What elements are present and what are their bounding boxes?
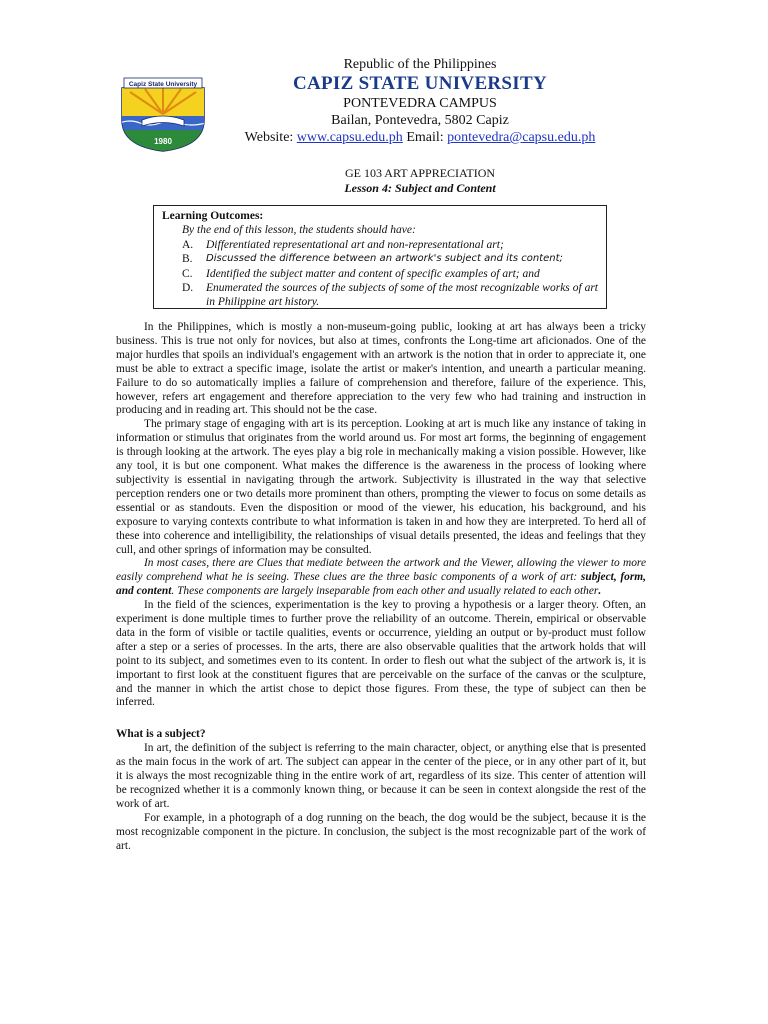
outcome-letter: B. [182,253,193,266]
logo-year: 1980 [154,137,172,146]
body-paragraph: For example, in a photograph of a dog running on the beach, the dog would be the subject, because it is the most recognizable component in the picture. In conclusion, the subject is the most recognizable part of the work of art. [116,811,646,852]
outcome-text: Discussed the difference between an artwork's subject and its content; [206,253,563,265]
website-link[interactable]: www.capsu.edu.ph [296,130,403,145]
course-heading [180,166,660,196]
outcome-text: Identified the subject matter and content of specific examples of art; and [206,267,540,280]
body-paragraph: In art, the definition of the subject is referring to the main character, object, or anything else that is presented as the main focus in the work of art. The subject can appear in the center of the piece, or in any other part of it, but it is always the most recognizable thing in the entire work of art, regardless of its size. This center of attention will be recognized whether it is a commonly known thing, or because it can be seen in context alongside the rest of the work of art. [116,742,646,810]
lesson-body [116,321,646,854]
outcome-text: Differentiated representational art and non-representational art; [206,238,504,251]
outcome-item [162,281,598,310]
lesson-title: Lesson 4: Subject and Content [344,181,496,195]
body-paragraph: In the field of the sciences, experimentation is the key to proving a hypothesis or a larger theory. Often, an experiment is done multiple times to further prove the reliability of an outcome. Therein, empirical or observable data in the form of visible or tactile qualities, events or occurrence, yielding an output or by-product must follow after a step or a series of processes. In the arts, there are also observable qualities that the artwork holds that will point to its subject, and sometimes even to its content. In order to flesh out what the subject of the artwork is, it is important to first look at the constituent figures that are perceivable on the surface of the canvas or the sculpture, and the manner in which the artist chose to depict those figures. From these, the type of subject can then be inferred. [116,599,646,709]
outcomes-intro: By the end of this lesson, the students should have: [182,224,416,237]
logo-name: Capiz State University [128,81,198,88]
university-name: CAPIZ STATE UNIVERSITY [292,73,547,94]
outcome-letter: C. [182,267,193,280]
outcome-letter: D. [182,282,194,295]
learning-outcomes-box [153,205,607,309]
clues-text-end: . These components are largely inseparable from each other and usually related to each other [171,585,599,598]
course-code: GE 103 ART APPRECIATION [344,166,496,180]
outcome-letter: A. [182,238,194,251]
body-paragraph-clues [116,557,646,599]
section-title: What is a subject? [116,728,206,741]
email-label: Email: [406,130,444,145]
email-link[interactable]: pontevedra@capsu.edu.ph [447,130,596,145]
republic-line: Republic of the Philippines [343,57,497,72]
outcome-item [162,267,598,281]
letterhead [180,56,660,146]
outcome-text: Enumerated the sources of the subjects of some of the most recognizable works of art in Philippine art history. [206,282,598,309]
outcome-item [162,252,598,266]
body-paragraph: In the Philippines, which is mostly a non-museum-going public, looking at art has always been a tricky business. This is true not only for novices, but also at times, confronts the Long-time art aficionados. One of the major hurdles that spoils an individual's engagement with an artwork is the notion that in order to appreciate it, one must be able to extract a specific image, isolate the artist or maker's intention, and unearth a particular meaning. Failure to do so automatically implies a failure of comprehension and therefore, failure of the experience. This, however, refers art engagement and therefore appreciation to the very few who had training and instruction in producing and in reading art. This should not be the case. [116,321,646,417]
campus-name: PONTEVEDRA CAMPUS [343,96,497,111]
contact-line [180,129,660,146]
clues-period: . [598,585,602,598]
campus-address: Bailan, Pontevedra, 5802 Capiz [331,113,509,128]
outcomes-title: Learning Outcomes: [162,210,264,222]
body-paragraph: The primary stage of engaging with art is its perception. Looking at art is much like any instance of taking in information or stimulus that originates from the world around us. For most art forms, the beginning of engagement is through looking at the artwork. The eyes play a big role in mechanically making a vision possible. However, like any tool, it is but one component. What makes the difference is the awareness in the process of looking where subjectivity is essential in navigating through the artwork. Subjectivity is illustrated in the way that selective perception renders one or two details more prominent than others, prompting the viewer to focus on some details as essential or as standouts. Even the disposition or mood of the viewer, his education, his background, and his exposure to varying contexts contribute to what information is taken in and how they are interpreted. To herd all of these into coherence and intelligibility, the relationships of visual details presented, the ideas and feelings that they cull, and other springs of information may be consulted. [116,418,646,556]
components-emphasis: subject, form, and content [116,571,647,598]
website-label: Website: [244,130,294,145]
clues-text: In most cases, there are Clues that mediate between the artwork and the Viewer, allowing the viewer to more easily comprehend what he is seeing. These clues are the three basic components of a work of art: [116,557,646,584]
outcome-item [162,238,598,252]
